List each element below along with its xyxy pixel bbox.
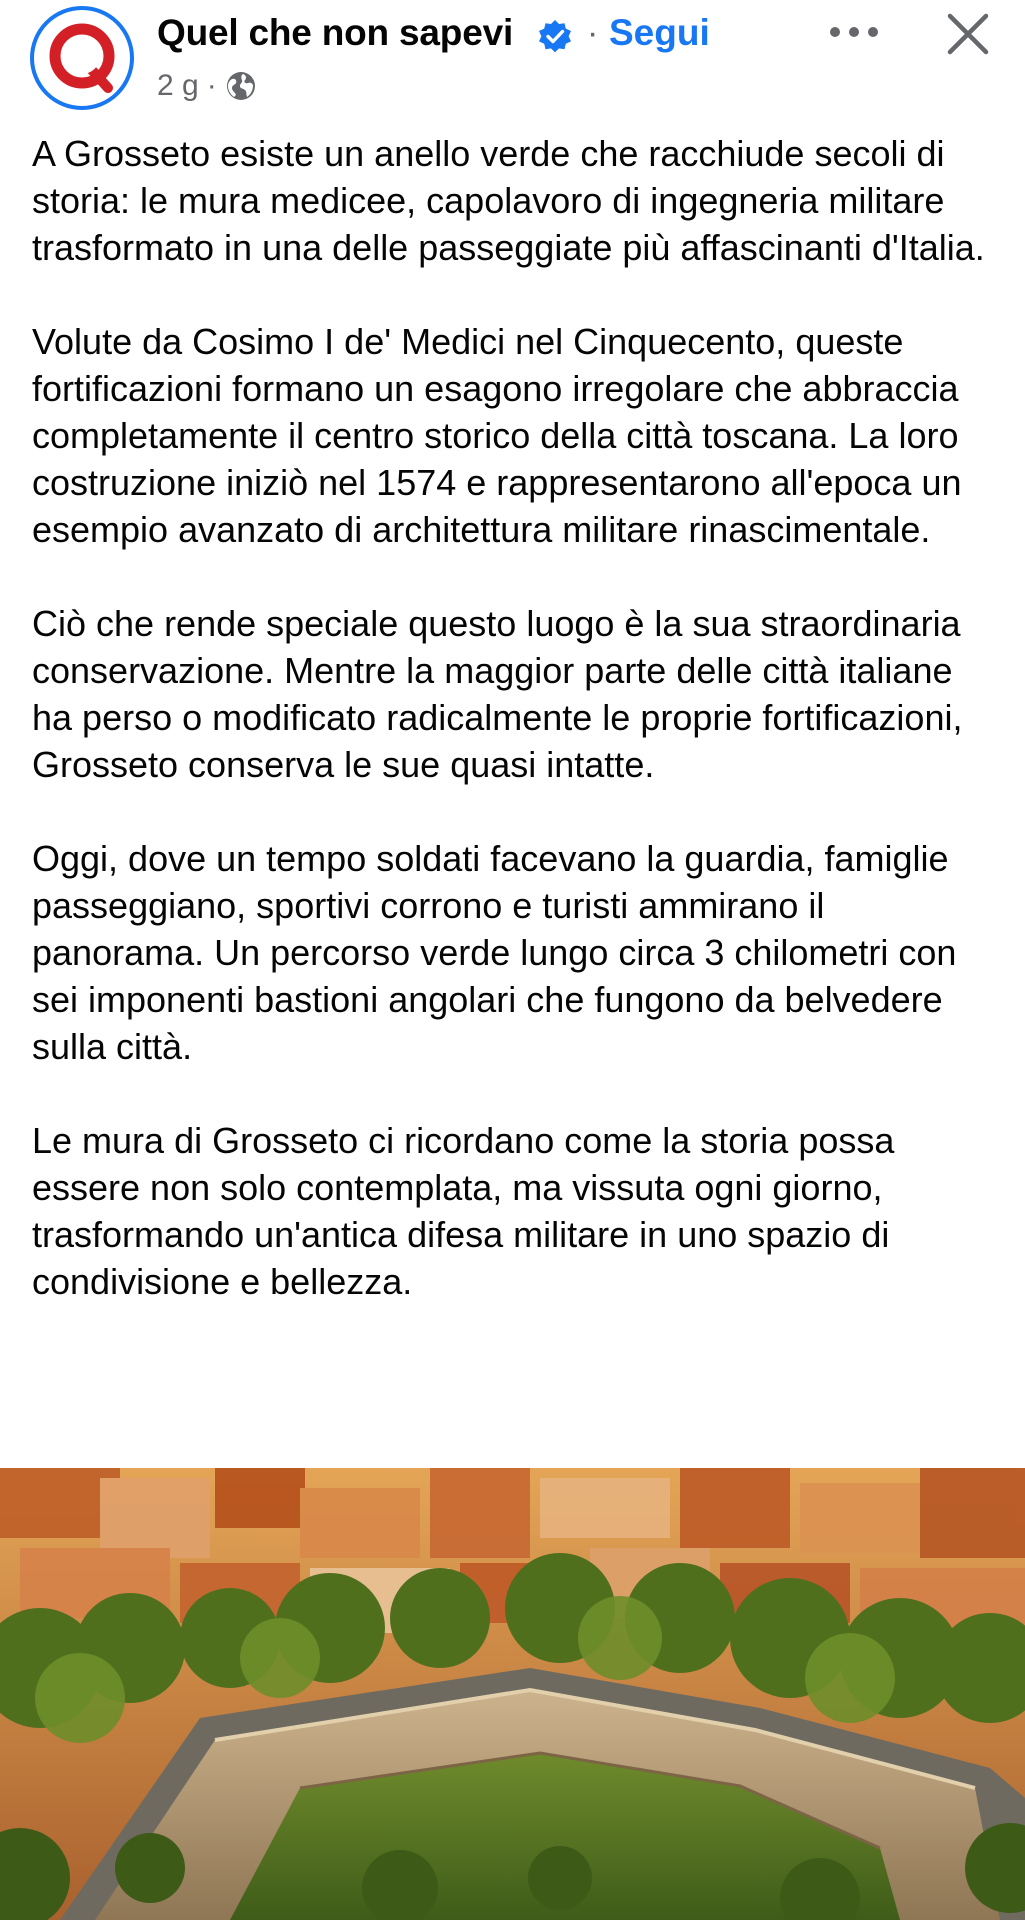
post-text bbox=[32, 130, 1002, 1305]
close-icon[interactable] bbox=[944, 10, 992, 58]
post-meta bbox=[157, 66, 257, 106]
post-photo[interactable] bbox=[0, 1468, 1025, 1920]
post-paragraph: Oggi, dove un tempo soldati facevano la guardia, famiglie passeggiano, sportivi corrono e turisti ammirano il panorama. Un percorso verde lungo circa 3 chilometri con sei imponenti bastioni angolari che fungono da belvedere sulla città. bbox=[32, 838, 957, 1067]
post-paragraph: Volute da Cosimo I de' Medici nel Cinquecento, queste fortificazioni formano un esagono irregolare che abbraccia completamente il centro storico della città toscana. La loro costruzione iniziò nel 1574 e rappresentarono all'epoca un esempio avanzato di architettura militare rinascimentale. bbox=[32, 321, 962, 550]
meta-separator: · bbox=[206, 69, 217, 102]
verified-badge-icon bbox=[537, 19, 573, 55]
page-avatar[interactable] bbox=[30, 6, 134, 110]
page-name[interactable]: Quel che non sapevi bbox=[157, 12, 514, 53]
follow-button[interactable]: Segui bbox=[609, 12, 710, 53]
more-options-icon[interactable] bbox=[826, 14, 882, 50]
post-time[interactable]: 2 g bbox=[157, 69, 199, 102]
globe-icon[interactable] bbox=[225, 70, 257, 102]
post-paragraph: Ciò che rende speciale questo luogo è la sua straordinaria conservazione. Mentre la maggior parte delle città italiane ha perso o modificato radicalmente le proprie fortificazioni, Grosseto conserva le sue quasi intatte. bbox=[32, 603, 963, 785]
post-paragraph: Le mura di Grosseto ci ricordano come la storia possa essere non solo contemplata, ma vissuta ogni giorno, trasformando un'antica difesa militare in uno spazio di condivisione e bellezza. bbox=[32, 1120, 895, 1302]
post-paragraph: A Grosseto esiste un anello verde che racchiude secoli di storia: le mura medicee, capolavoro di ingegneria militare trasformato in una delle passeggiate più affascinanti d'Italia. bbox=[32, 133, 985, 268]
aerial-city-walls-image bbox=[0, 1468, 1025, 1920]
title-separator: · bbox=[587, 14, 599, 52]
post-header bbox=[0, 0, 1025, 130]
page-logo bbox=[38, 14, 126, 102]
